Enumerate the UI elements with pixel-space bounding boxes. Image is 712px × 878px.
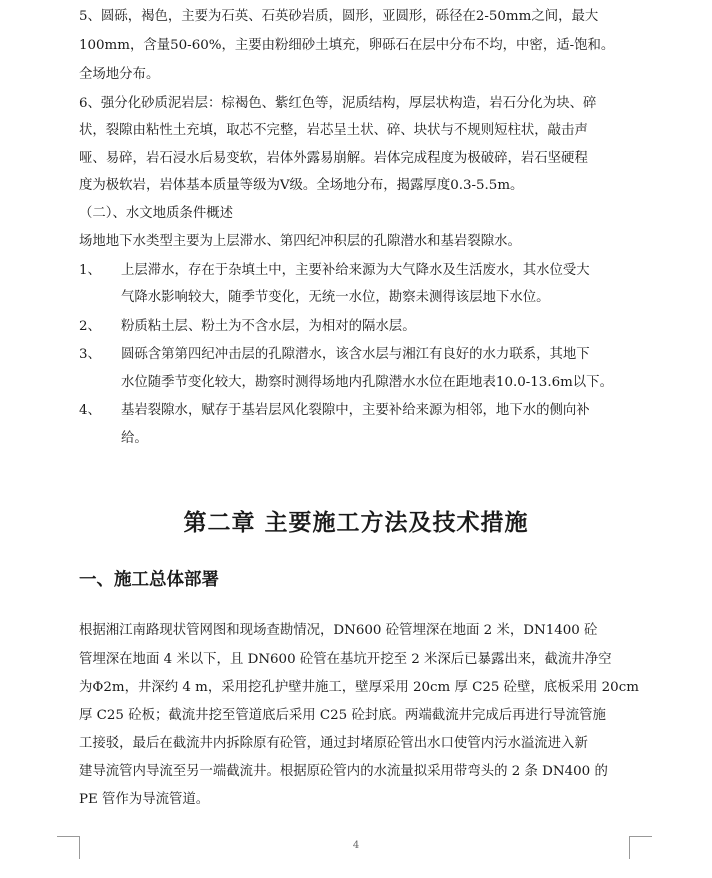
body-line: 管埋深在地面 4 米以下，且 DN600 砼管在基坑开挖至 2 米深后已暴露出来，截流井净空 (79, 652, 612, 667)
body-line: PE 管作为导流管道。 (79, 792, 210, 807)
body-line: 工接驳，最后在截流井内拆除原有砼管，通过封堵原砼管出水口使管内污水溢流进入新 (79, 736, 588, 751)
list-number: 1、 (79, 263, 101, 278)
body-line: 为Φ2m，井深约 4 m，采用挖孔护壁井施工，壁厚采用 20cm 厚 C25 砼壁，底板采用 20cm (79, 680, 639, 695)
list-item-line: 给。 (121, 431, 148, 446)
paragraph-line: 100mm，含量50-60%，主要由粉细砂土填充，卵砾石在层中分布不均，中密，适-饱和。 (79, 38, 615, 53)
paragraph-line: 5、圆砾，褐色，主要为石英、石英砂岩质，圆形，亚圆形，砾径在2-50mm之间，最大 (79, 9, 599, 24)
body-line: 建导流管内导流至另一端截流井。根据原砼管内的水流量拟采用带弯头的 2 条 DN400 的 (79, 764, 608, 779)
hydro-heading: （二）、水文地质条件概述 (79, 206, 233, 221)
chapter-title: 第二章 主要施工方法及技术措施 (183, 509, 529, 536)
paragraph-line: 状，裂隙由粘性土充填，取芯不完整，岩芯呈土状、碎、块状与不规则短柱状，敲击声 (79, 123, 588, 138)
paragraph-line: 哑、易碎，岩石浸水后易变软，岩体外露易崩解。岩体完成程度为极破碎，岩石坚硬程 (79, 151, 588, 166)
list-number: 3、 (79, 347, 101, 362)
list-item-line: 水位随季节变化较大，勘察时测得场地内孔隙潜水水位在距地表10.0-13.6m以下。 (121, 375, 613, 390)
paragraph-line: 6、强分化砂质泥岩层：棕褐色、紫红色等，泥质结构，厚层状构造，岩石分化为块、碎 (79, 96, 597, 111)
paragraph-line: 度为极软岩，岩体基本质量等级为V级。全场地分布，揭露厚度0.3-5.5m。 (79, 178, 524, 193)
paragraph-line: 全场地分布。 (79, 67, 160, 82)
list-item-line: 粉质粘土层、粉土为不含水层，为相对的隔水层。 (121, 319, 416, 334)
body-line: 厚 C25 砼板；截流井挖至管道底后采用 C25 砼封底。两端截流井完成后再进行导流管施 (79, 708, 606, 723)
list-number: 2、 (79, 319, 101, 334)
list-item-line: 基岩裂隙水，赋存于基岩层风化裂隙中，主要补给来源为相邻，地下水的侧向补 (121, 403, 590, 418)
body-line: 根据湘江南路现状管网图和现场查勘情况，DN600 砼管埋深在地面 2 米，DN1400 砼 (79, 623, 598, 638)
list-item-line: 气降水影响较大，随季节变化，无统一水位，勘察未测得该层地下水位。 (121, 290, 550, 305)
page-number: 4 (352, 840, 360, 851)
list-number: 4、 (79, 403, 101, 418)
hydro-intro: 场地地下水类型主要为上层滞水、第四纪冲积层的孔隙潜水和基岩裂隙水。 (79, 234, 521, 249)
list-item-line: 上层滞水，存在于杂填土中，主要补给来源为大气降水及生活废水，其水位受大 (121, 263, 590, 278)
list-item-line: 圆砾含第第四纪冲击层的孔隙潜水，该含水层与湘江有良好的水力联系，其地下 (121, 347, 590, 362)
section-title: 一、施工总体部署 (79, 570, 219, 590)
